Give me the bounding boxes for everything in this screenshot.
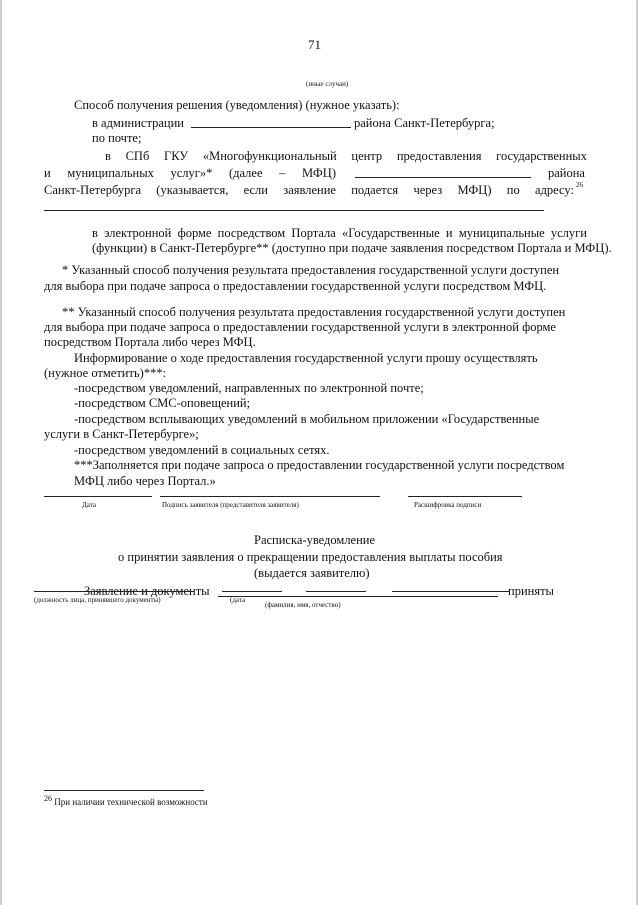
receipt-note: (выдается заявителю) bbox=[254, 566, 370, 580]
word: государственных bbox=[496, 149, 587, 163]
note-other-cases: (иные случаи) bbox=[306, 80, 349, 88]
scan-left-edge bbox=[0, 0, 2, 905]
caption-applicant-signature: Подпись заявителя (представителя заявителя) bbox=[162, 501, 299, 509]
word: заявление bbox=[283, 183, 336, 197]
footnote bbox=[44, 794, 208, 807]
receipt-subtitle: о принятии заявления о прекращении предоставления выплаты пособия bbox=[118, 550, 503, 564]
word: Санкт-Петербурга bbox=[44, 183, 142, 197]
note-star3-line-1: ***Заполняется при подаче запроса о предоставлении государственной услуги посредством bbox=[74, 458, 565, 472]
note-star3-line-2: МФЦ либо через Портал.» bbox=[74, 474, 216, 488]
portal-option-line-2: (функции) в Санкт-Петербурге** (доступно при подаче заявления посредством Портала и МФЦ). bbox=[92, 241, 612, 255]
word: (указывается, bbox=[156, 183, 229, 197]
applicant-name-blank-line bbox=[218, 596, 498, 597]
applicant-signature-line bbox=[160, 496, 380, 497]
mfc-option-line-2 bbox=[44, 166, 336, 180]
word: МФЦ) bbox=[301, 166, 336, 180]
mfc-option-line-2-suffix: района bbox=[548, 166, 585, 180]
word: центр bbox=[351, 149, 383, 163]
receipt-date-blank-line bbox=[222, 591, 282, 592]
caption-receipt-date: (дата bbox=[230, 596, 246, 604]
word: если bbox=[243, 183, 268, 197]
option-administration-prefix: в администрации bbox=[92, 116, 184, 130]
word: муниципальные bbox=[458, 226, 545, 240]
word: форме bbox=[177, 226, 212, 240]
administration-blank-line bbox=[191, 127, 351, 128]
address-blank-line bbox=[44, 210, 544, 211]
receipt-title: Расписка-уведомление bbox=[254, 533, 376, 547]
receipt-signature-line-1 bbox=[306, 591, 366, 592]
word: в bbox=[92, 226, 98, 240]
word: предоставления bbox=[396, 149, 482, 163]
position-blank-line bbox=[34, 591, 194, 592]
word: в bbox=[105, 149, 111, 163]
word: Портала bbox=[291, 226, 336, 240]
footnote-separator bbox=[44, 790, 204, 791]
footnote-number: 26 bbox=[44, 794, 52, 803]
word: и bbox=[44, 166, 51, 180]
receipt-signature-line-2 bbox=[392, 591, 510, 592]
word: МФЦ) bbox=[457, 183, 492, 197]
note-star1-line-2: для выбора при подаче запроса о предоставлении государственной услуги посредством МФЦ. bbox=[44, 279, 547, 293]
note-star2-line-3: посредством Портала либо через МФЦ. bbox=[44, 335, 256, 349]
signature-decoding-line bbox=[408, 496, 522, 497]
word: «Государственные bbox=[342, 226, 440, 240]
word: (далее bbox=[229, 166, 263, 180]
portal-option-line-1 bbox=[92, 226, 587, 240]
inform-email: -посредством уведомлений, направленных по электронной почте; bbox=[74, 381, 424, 395]
caption-date: Дата bbox=[82, 501, 96, 509]
word: подается bbox=[351, 183, 399, 197]
inform-line-1: Информирование о ходе предоставления государственной услуги прошу осуществлять bbox=[74, 351, 538, 365]
word: ГКУ bbox=[163, 149, 189, 163]
inform-sms: -посредством СМС-оповещений; bbox=[74, 396, 251, 410]
word: посредством bbox=[217, 226, 286, 240]
receipt-docs-prefix: Заявление и документы bbox=[84, 584, 210, 598]
word: – bbox=[279, 166, 286, 180]
caption-signature-decoding: Расшифровка подписи bbox=[414, 501, 482, 509]
option-administration-suffix: района Санкт-Петербурга; bbox=[354, 116, 495, 130]
receipt-docs-suffix: приняты bbox=[508, 584, 554, 598]
mfc-option-line-3 bbox=[44, 183, 574, 197]
word: СПб bbox=[125, 149, 150, 163]
caption-full-name: (фамилия, имя, отчество) bbox=[265, 601, 341, 609]
inform-push-line-2: услуги в Санкт-Петербурге»; bbox=[44, 427, 199, 441]
mfc-district-blank-line bbox=[355, 177, 531, 178]
mfc-option-line-1 bbox=[105, 149, 587, 163]
scan-right-edge bbox=[636, 0, 638, 905]
footnote-reference-26: 26 bbox=[576, 181, 583, 189]
option-mail: по почте; bbox=[92, 131, 142, 145]
inform-line-2: (нужное отметить)***: bbox=[44, 366, 167, 380]
word: и bbox=[445, 226, 453, 240]
method-heading: Способ получения решения (уведомления) (нужное указать): bbox=[74, 98, 400, 112]
word: через bbox=[413, 183, 443, 197]
footnote-text: При наличии технической возможности bbox=[54, 797, 208, 807]
word: электронной bbox=[104, 226, 172, 240]
note-star2-line-2: для выбора при подаче запроса о предоставлении государственной услуги в электронной форме bbox=[44, 320, 556, 334]
caption-position: (должность лица, принявшего документы) bbox=[34, 596, 161, 604]
word: «Многофункциональный bbox=[202, 149, 337, 163]
word: услуг»* bbox=[170, 166, 213, 180]
word: адресу: bbox=[535, 183, 574, 197]
word: услуги bbox=[550, 226, 587, 240]
note-star2-line-1: ** Указанный способ получения результата предоставления государственной услуги доступен bbox=[62, 305, 566, 319]
word: муниципальных bbox=[67, 166, 154, 180]
inform-social: -посредством уведомлений в социальных сетях. bbox=[74, 443, 330, 457]
note-star1-line-1: * Указанный способ получения результата предоставления государственной услуги доступен bbox=[62, 263, 560, 277]
word: по bbox=[506, 183, 520, 197]
inform-push-line-1: -посредством всплывающих уведомлений в мобильном приложении «Государственные bbox=[74, 412, 540, 426]
date-signature-line bbox=[44, 496, 152, 497]
page-number: 71 bbox=[308, 37, 321, 52]
